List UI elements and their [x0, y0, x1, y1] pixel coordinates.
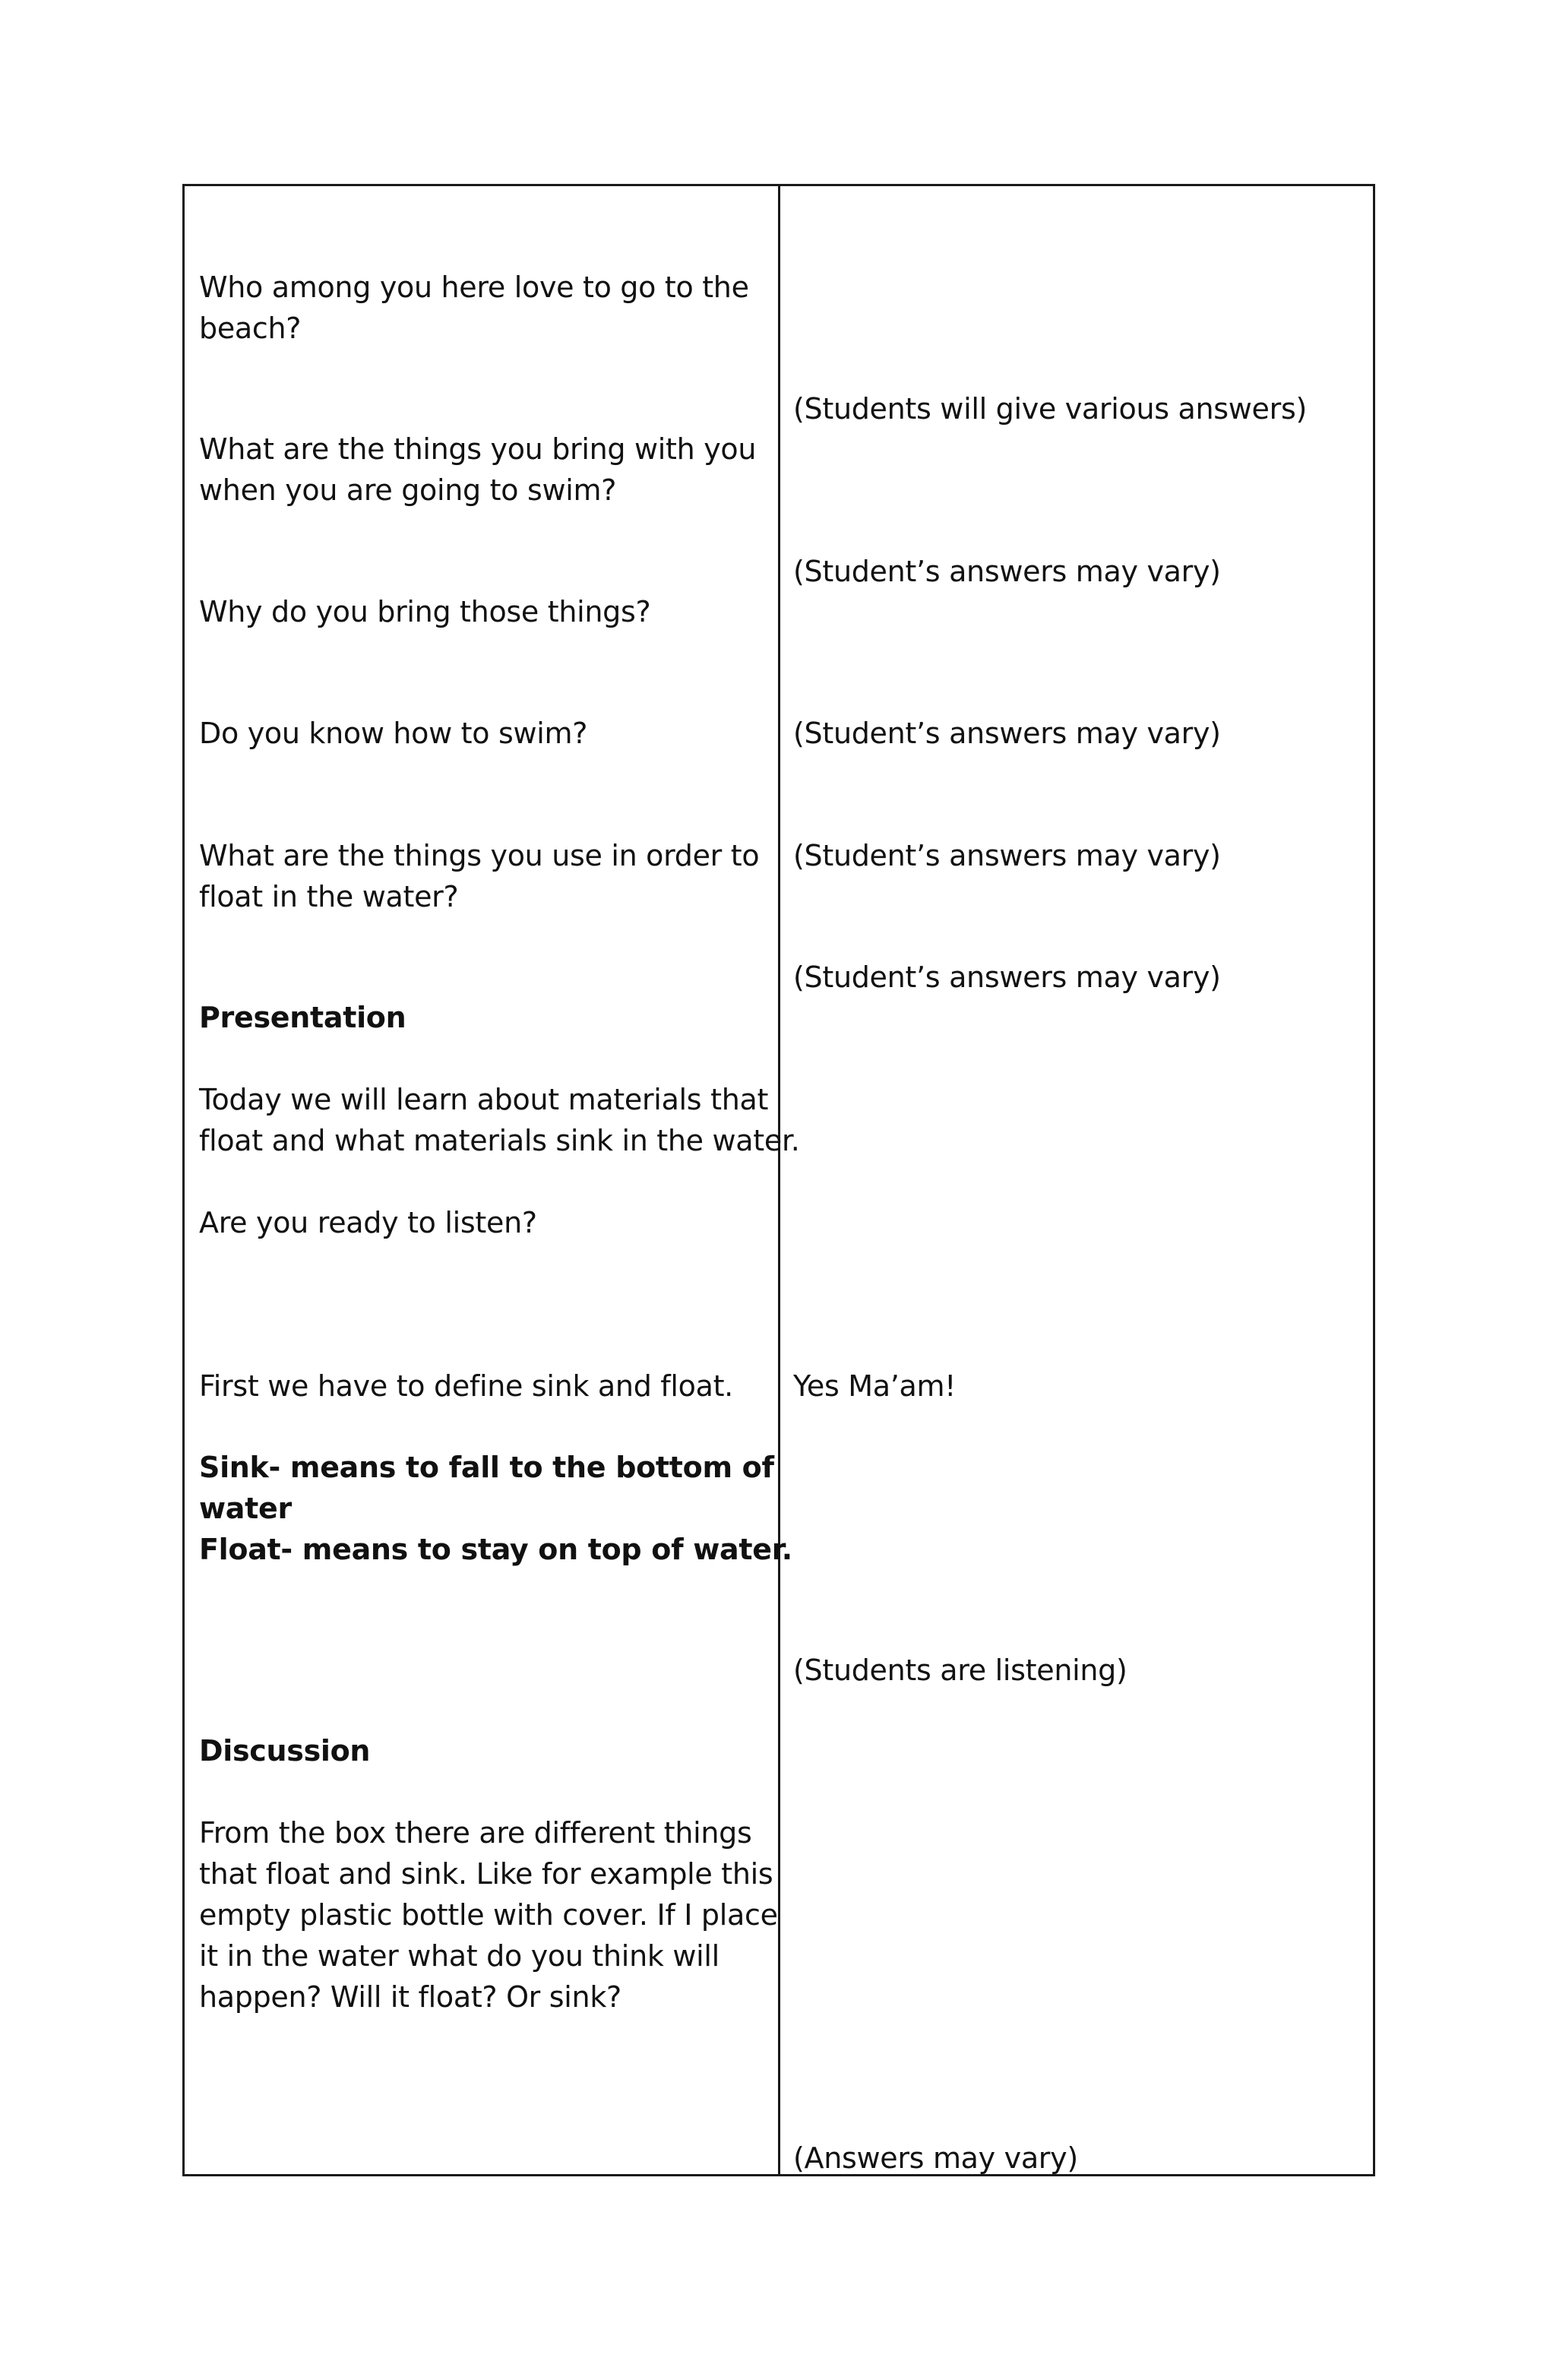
- answer-may-vary-2: (Student’s answers may vary): [793, 717, 1221, 750]
- discussion-text-line1: From the box there are different things: [199, 1816, 752, 1850]
- answer-various: (Students will give various answers): [793, 392, 1307, 426]
- sink-definition-line2: water: [199, 1492, 292, 1525]
- question-swim: Do you know how to swim?: [199, 717, 588, 750]
- question-float-line2: float in the water?: [199, 880, 459, 913]
- answer-final: (Answers may vary): [793, 2141, 1078, 2175]
- question-float-line1: What are the things you use in order to: [199, 839, 760, 872]
- discussion-text-line2: that float and sink. Like for example this: [199, 1857, 773, 1891]
- presentation-heading: Presentation: [199, 1001, 406, 1034]
- discussion-text-line4: it in the water what do you think will: [199, 1939, 719, 1973]
- question-things-line2: when you are going to swim?: [199, 473, 617, 507]
- discussion-text-line5: happen? Will it float? Or sink?: [199, 1980, 621, 2014]
- column-divider: [778, 184, 780, 2176]
- question-things-line1: What are the things you bring with you: [199, 432, 757, 466]
- sink-definition-line1: Sink- means to fall to the bottom of: [199, 1451, 774, 1484]
- question-beach-line1: Who among you here love to go to the: [199, 271, 749, 304]
- answer-may-vary-4: (Student’s answers may vary): [793, 961, 1221, 994]
- ready-question: Are you ready to listen?: [199, 1206, 537, 1239]
- question-why-bring: Why do you bring those things?: [199, 595, 651, 628]
- question-beach-line2: beach?: [199, 312, 302, 345]
- discussion-text-line3: empty plastic bottle with cover. If I place: [199, 1898, 778, 1932]
- answer-may-vary-1: (Student’s answers may vary): [793, 555, 1221, 588]
- answer-yes-maam: Yes Ma’am!: [793, 1369, 957, 1403]
- discussion-heading: Discussion: [199, 1734, 371, 1768]
- presentation-text-line2: float and what materials sink in the water.: [199, 1124, 800, 1157]
- answer-may-vary-3: (Student’s answers may vary): [793, 839, 1221, 872]
- float-definition: Float- means to stay on top of water.: [199, 1533, 792, 1566]
- answer-listening: (Students are listening): [793, 1654, 1127, 1687]
- presentation-text-line1: Today we will learn about materials that: [199, 1083, 769, 1116]
- define-line: First we have to define sink and float.: [199, 1369, 733, 1403]
